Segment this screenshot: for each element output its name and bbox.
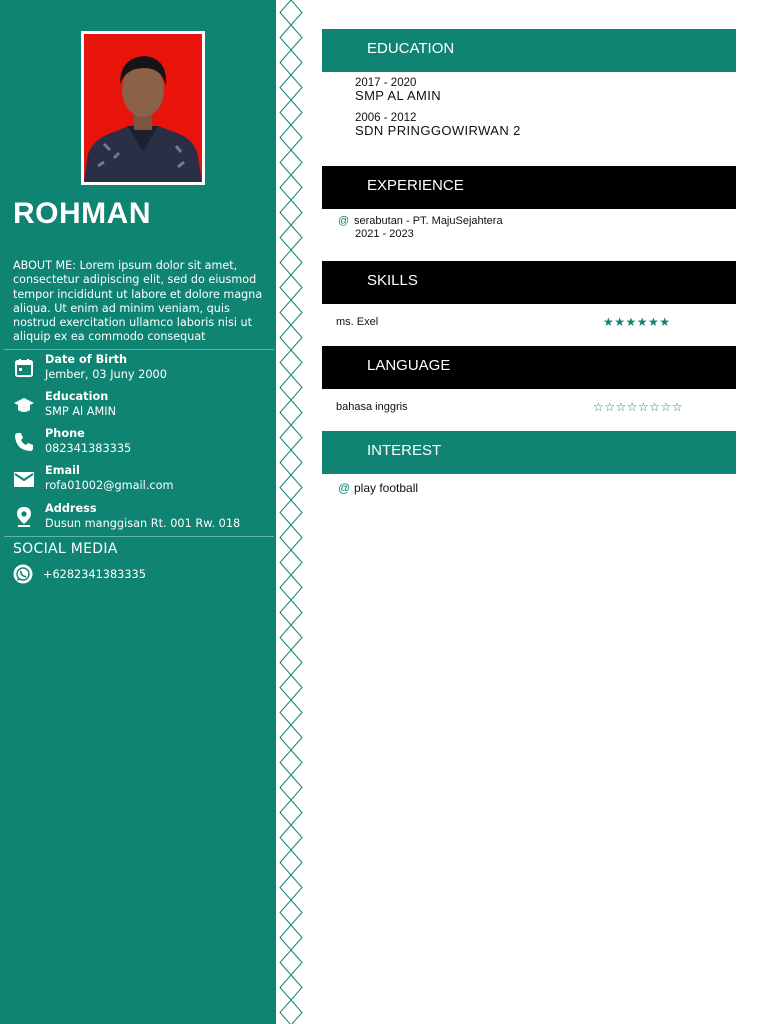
email-label: Email [45,464,80,477]
date-of-birth-value: Jember, 03 Juny 2000 [45,368,167,381]
address-value: Dusun manggisan Rt. 001 Rw. 018 [45,517,241,530]
profile-photo [81,31,205,185]
interest-item: play football [354,481,419,495]
interest-bullet: @ [338,481,351,495]
skill-name: ms. Exel [336,316,379,328]
education-years: 2017 - 2020 [355,77,417,89]
education-school: SDN PRINGGOWIRWAN 2 [355,123,521,138]
experience-header: EXPERIENCE [322,166,736,209]
sidebar [0,0,276,1024]
calendar-icon [13,357,35,379]
date-of-birth-label: Date of Birth [45,353,128,366]
whatsapp-icon [13,564,33,584]
education-years: 2006 - 2012 [355,112,417,124]
phone-value: 082341383335 [45,442,132,455]
info-education [13,390,273,426]
divider [4,536,274,537]
experience-bullet: @ [338,215,350,227]
education-entry [355,77,441,102]
language-name: bahasa inggris [336,401,408,413]
email-value: rofa01002@gmail.com [45,479,174,492]
divider [4,349,274,350]
language-rating-stars: ☆☆☆☆☆☆☆☆ [593,400,684,414]
email-icon [13,468,35,490]
education-header: EDUCATION [322,29,736,72]
education-school: SMP AL AMIN [355,88,442,103]
info-address [13,502,273,538]
skills-header: SKILLS [322,261,736,304]
candidate-name: ROHMAN [13,197,151,230]
info-phone [13,427,273,463]
skill-rating-stars: ★★★★★★ [603,315,671,329]
diamond-pattern-divider [278,0,304,1024]
education-value: SMP Al AMIN [45,405,117,418]
address-label: Address [45,502,97,515]
education-entry [355,112,521,137]
whatsapp-number: +6282341383335 [43,568,146,581]
info-email [13,464,273,500]
social-media-title: SOCIAL MEDIA [13,541,118,557]
phone-icon [13,431,35,453]
interest-header: INTEREST [322,431,736,474]
phone-label: Phone [45,427,85,440]
social-whatsapp [13,564,273,586]
experience-years: 2021 - 2023 [355,228,414,240]
language-header: LANGUAGE [322,346,736,389]
experience-job: serabutan - PT. MajuSejahtera [354,215,503,227]
education-label: Education [45,390,109,403]
graduation-cap-icon [13,394,35,416]
about-me: ABOUT ME: Lorem ipsum dolor sit amet, consectetur adipiscing elit, sed do eiusmod tempor incididunt ut labore et dolore magna aliqua. Ut enim ad minim veniam, quis nostrud exercitation ullamco laboris nisi ut aliquip ex ea commodo consequat [13,259,263,344]
info-date-of-birth [13,353,273,389]
location-pin-icon [13,506,35,528]
